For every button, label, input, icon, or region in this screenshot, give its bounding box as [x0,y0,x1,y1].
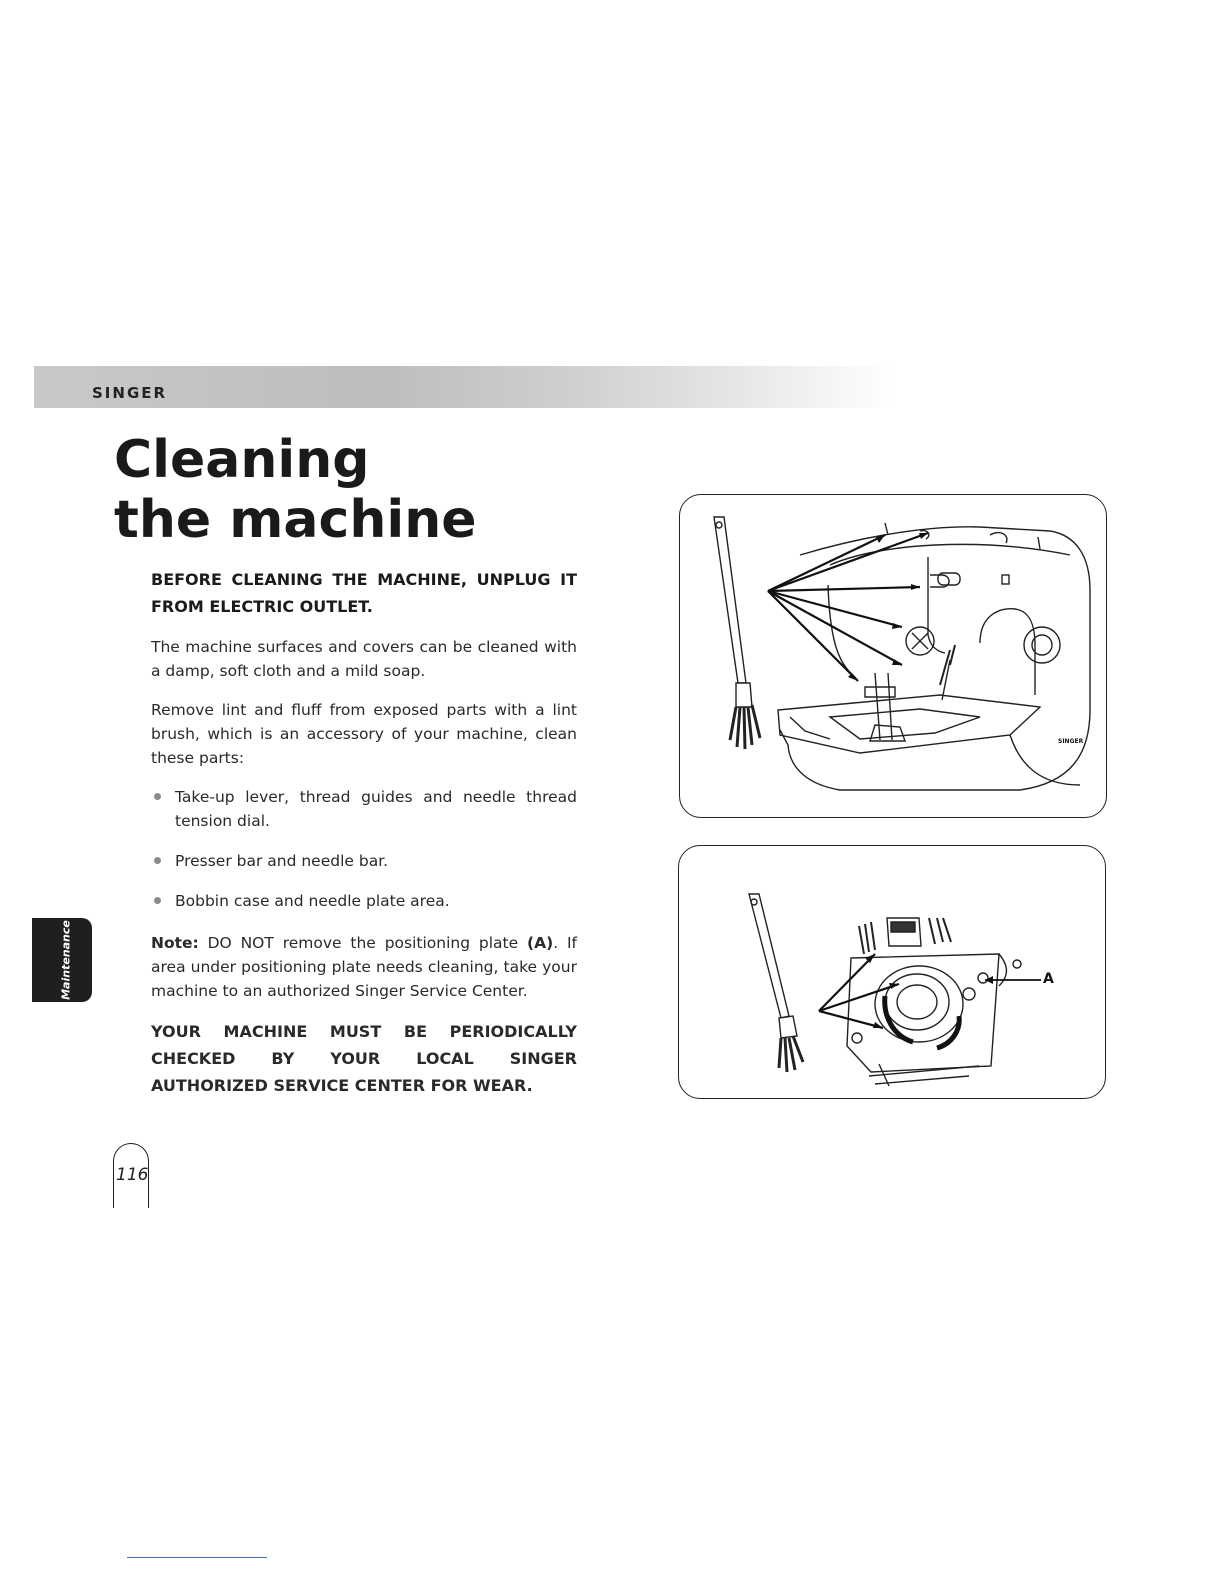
positioning-plate-label: A [1043,971,1054,987]
list-item [151,785,577,833]
machine-illustration [680,495,1106,817]
page-title [114,430,476,550]
note-label: Note: [151,934,199,952]
title-line-2: the machine [114,490,477,550]
machine-brand-mark: SINGER [1058,738,1084,745]
footer-rule [127,1557,267,1558]
note-text-before: DO NOT remove the positioning plate [198,934,528,952]
list-item [151,849,577,873]
title-line-1: Cleaning [114,430,370,490]
list-item-text: Presser bar and needle bar. [175,852,389,870]
brush-handle [714,517,746,683]
list-item-text: Bobbin case and needle plate area. [175,892,450,910]
unplug-warning: BEFORE CLEANING THE MACHINE, UNPLUG IT FROM ELECTRIC OUTLET. [151,570,577,616]
bobbin-illustration [679,846,1105,1098]
note-paragraph [151,931,577,1003]
main-content [151,566,577,1114]
bobbin-area-figure [678,845,1106,1099]
paragraph-surfaces: The machine surfaces and covers can be cleaned with a damp, soft cloth and a mild soap. [151,638,577,680]
note-text-after: . If area under positioning plate needs cleaning, take your machine to an authorized Singer Service Center. [151,934,577,1000]
service-warning: YOUR MACHINE MUST BE PERIODICALLY CHECKED BY YOUR LOCAL SINGER AUTHORIZED SERVICE CENTER FOR WEAR. [151,1022,577,1095]
bullet-icon [154,897,161,904]
machine-cleaning-figure [679,494,1107,818]
brand-logo: SINGER [92,384,168,402]
bullet-icon [154,857,161,864]
paragraph-lint: Remove lint and fluff from exposed parts with a lint brush, which is an accessory of your machine, clean these parts: [151,701,577,767]
note-reference: (A) [527,934,554,952]
list-item-text: Take-up lever, thread guides and needle thread tension dial. [175,788,577,830]
page-number: 116 [116,1165,149,1185]
section-tab-label: Maintenance [59,920,73,1000]
bullet-icon [154,793,161,800]
list-item [151,889,577,913]
parts-list [151,785,577,913]
